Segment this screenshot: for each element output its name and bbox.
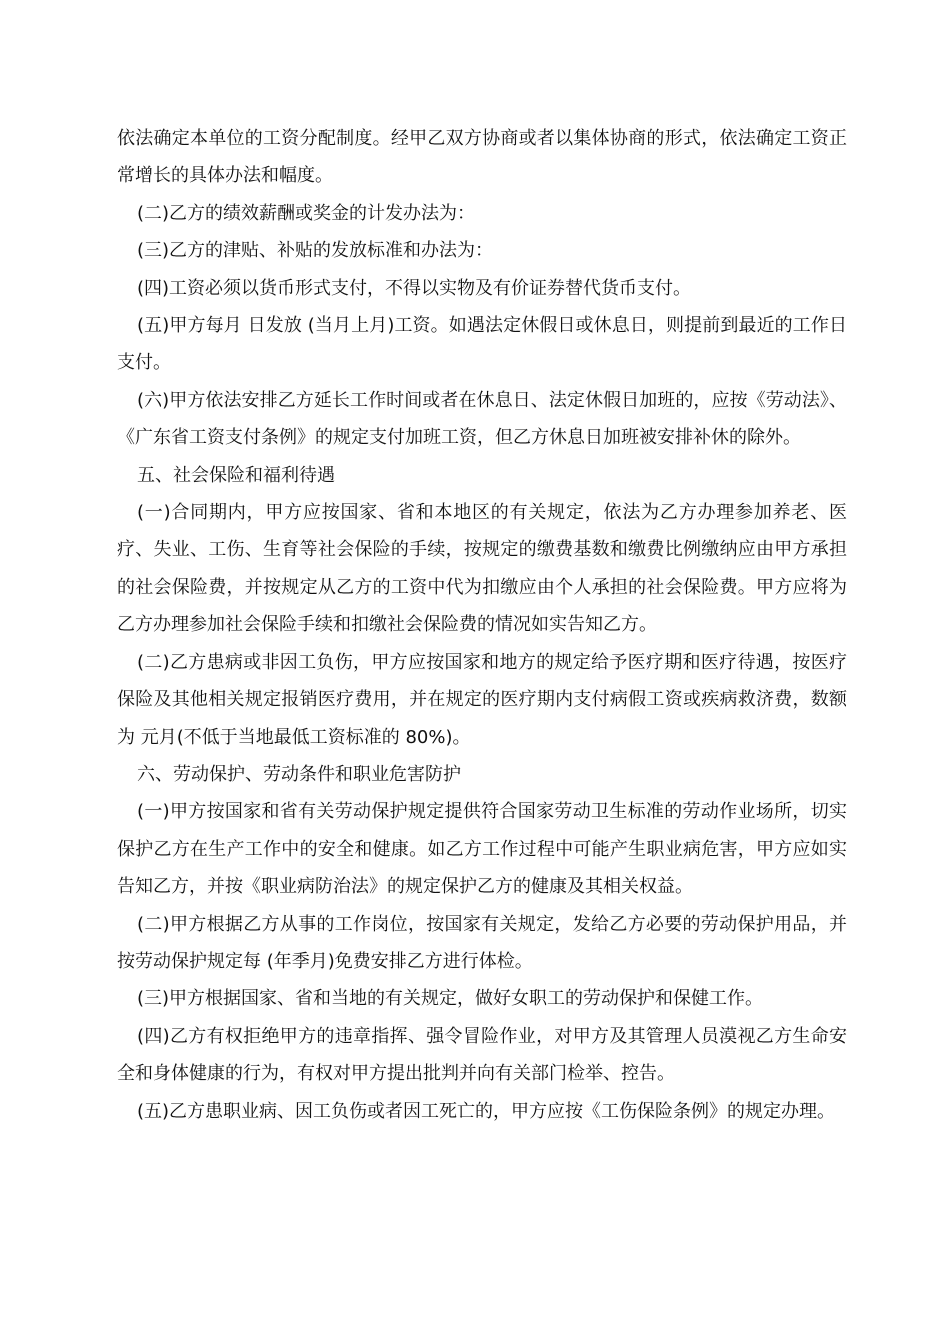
paragraph-sick-leave: (二)乙方患病或非因工负伤，甲方应按国家和地方的规定给予医疗期和医疗待遇，按医疗保险及其他相关规定报销医疗费用，并在规定的医疗期内支付病假工资或疾病救济费，数额为 元月(不低于当地最低工资标准的 80%)。	[117, 651, 847, 748]
paragraph-allowance-method: (三)乙方的津贴、补贴的发放标准和办法为：	[137, 240, 494, 262]
paragraph-workplace-safety: (一)甲方按国家和省有关劳动保护规定提供符合国家劳动卫生标准的劳动作业场所，切实保护乙方在生产工作中的安全和健康。如乙方工作过程中可能产生职业病危害，甲方应如实告知乙方，并按《职业病防治法》的规定保护乙方的健康及其相关权益。	[117, 801, 847, 898]
paragraph-refuse-unsafe-work: (四)乙方有权拒绝甲方的违章指挥、强令冒险作业，对甲方及其管理人员漠视乙方生命安全和身体健康的行为，有权对甲方提出批判并向有关部门检举、控告。	[117, 1025, 847, 1085]
paragraph-wage-system: 依法确定本单位的工资分配制度。经甲乙双方协商或者以集体协商的形式，依法确定工资正常增长的具体办法和幅度。	[117, 128, 847, 187]
section-heading-labor-protection: 六、劳动保护、劳动条件和职业危害防护	[137, 763, 461, 785]
paragraph-payday: (五)甲方每月 日发放 (当月上月)工资。如遇法定休假日或休息日，则提前到最近的工作日支付。	[117, 315, 847, 374]
paragraph-bonus-method: (二)乙方的绩效薪酬或奖金的计发办法为：	[137, 202, 476, 224]
document-body	[117, 120, 847, 1130]
paragraph-currency-payment: (四)工资必须以货币形式支付，不得以实物及有价证券替代货币支付。	[137, 277, 692, 299]
paragraph-overtime-pay: (六)甲方依法安排乙方延长工作时间或者在休息日、法定休假日加班的，应按《劳动法》、《广东省工资支付条例》的规定支付加班工资，但乙方休息日加班被安排补休的除外。	[117, 389, 847, 449]
paragraph-female-workers: (三)甲方根据国家、省和当地的有关规定，做好女职工的劳动保护和保健工作。	[137, 988, 764, 1010]
paragraph-social-insurance: (一)合同期内，甲方应按国家、省和本地区的有关规定，依法为乙方办理参加养老、医疗、失业、工伤、生育等社会保险的手续，按规定的缴费基数和缴费比例缴纳应由甲方承担的社会保险费，并按规定从乙方的工资中代为扣缴应由个人承担的社会保险费。甲方应将为乙方办理参加社会保险手续和扣缴社会保险费的情况如实告知乙方。	[117, 502, 847, 636]
section-heading-social-insurance: 五、社会保险和福利待遇	[137, 464, 335, 486]
paragraph-protective-equipment: (二)甲方根据乙方从事的工作岗位，按国家有关规定，发给乙方必要的劳动保护用品，并按劳动保护规定每 (年季月)免费安排乙方进行体检。	[117, 913, 847, 972]
paragraph-occupational-injury: (五)乙方患职业病、因工负伤或者因工死亡的，甲方应按《工伤保险条例》的规定办理。	[137, 1100, 836, 1122]
